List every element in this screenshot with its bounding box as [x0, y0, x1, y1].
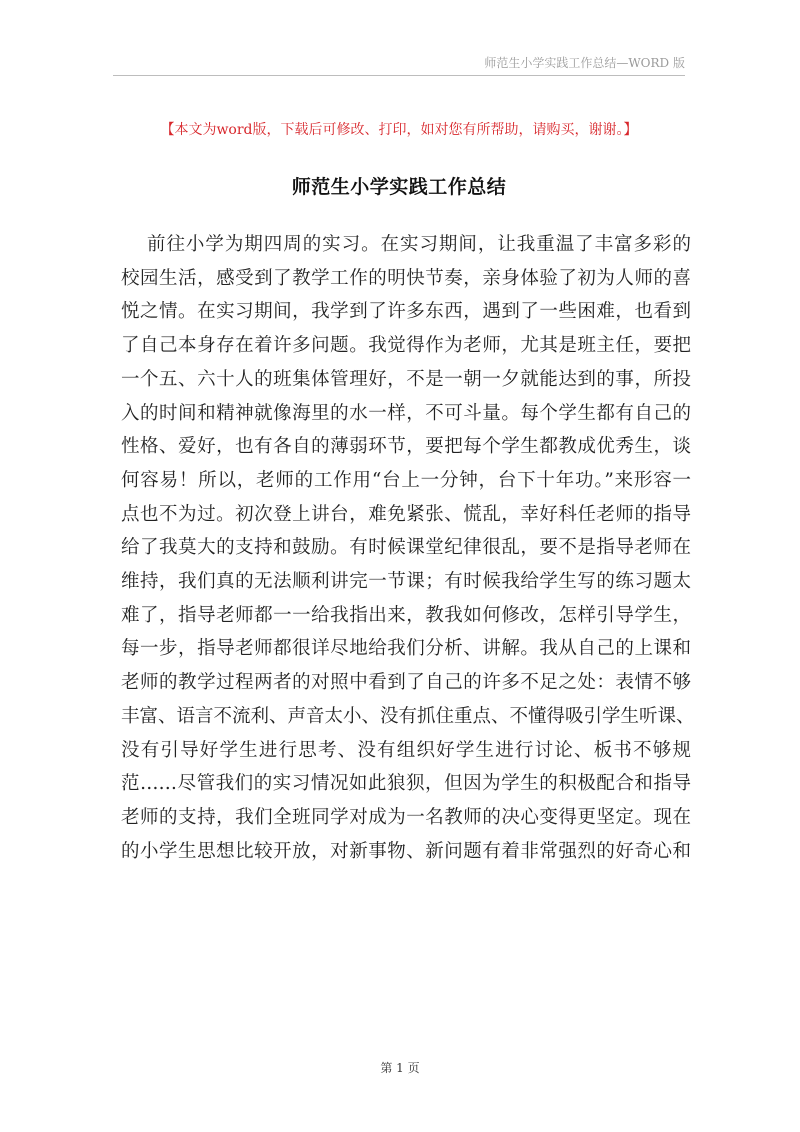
body-line: 难了，指导老师都一一给我指出来，教我如何修改，怎样引导学生，	[121, 604, 691, 626]
body-line: 给了我莫大的支持和鼓励。有时候课堂纪律很乱，要不是指导老师在	[121, 537, 691, 559]
body-line: 点也不为过。初次登上讲台，难免紧张、慌乱，幸好科任老师的指导	[121, 503, 691, 525]
body-line: 每一步，指导老师都很详尽地给我们分析、讲解。我从自己的上课和	[121, 638, 691, 660]
body-line: 何容易！所以，老师的工作用“台上一分钟，台下十年功。”来形容一	[121, 469, 691, 491]
body-line: 前往小学为期四周的实习。在实习期间，让我重温了丰富多彩的	[147, 234, 691, 255]
body-paragraph	[121, 228, 695, 868]
body-line: 没有引导好学生进行思考、没有组织好学生进行讨论、板书不够规	[121, 739, 691, 761]
download-notice: 【本文为word版，下载后可修改、打印，如对您有所帮助，请购买，谢谢。】	[160, 122, 638, 138]
body-line: 丰富、语言不流利、声音太小、没有抓住重点、不懂得吸引学生听课、	[121, 705, 695, 727]
page-number: 第 1 页	[380, 1061, 420, 1075]
body-line: 了自己本身存在着许多问题。我觉得作为老师，尤其是班主任，要把	[121, 335, 691, 357]
body-line: 校园生活，感受到了教学工作的明快节奏，亲身体验了初为人师的喜	[121, 267, 691, 289]
body-line: 入的时间和精神就像海里的水一样，不可斗量。每个学生都有自己的	[121, 402, 691, 424]
header-divider	[113, 75, 685, 76]
body-line: 老师的支持，我们全班同学对成为一名教师的决心变得更坚定。现在	[121, 806, 691, 828]
running-header: 师范生小学实践工作总结—WORD 版	[484, 56, 685, 70]
document-title: 师范生小学实践工作总结	[291, 176, 507, 198]
body-line: 的小学生思想比较开放，对新事物、新问题有着非常强烈的好奇心和	[121, 840, 691, 862]
body-line: 悦之情。在实习期间，我学到了许多东西，遇到了一些困难，也看到	[121, 301, 691, 323]
body-line: 老师的教学过程两者的对照中看到了自己的许多不足之处：表情不够	[121, 672, 691, 694]
body-line: 一个五、六十人的班集体管理好，不是一朝一夕就能达到的事，所投	[121, 368, 691, 390]
body-line: 维持，我们真的无法顺利讲完一节课；有时候我给学生写的练习题太	[121, 571, 691, 593]
body-line: 性格、爱好，也有各自的薄弱环节，要把每个学生都教成优秀生，谈	[121, 436, 691, 458]
body-line: 范……尽管我们的实习情况如此狼狈，但因为学生的积极配合和指导	[121, 773, 691, 795]
